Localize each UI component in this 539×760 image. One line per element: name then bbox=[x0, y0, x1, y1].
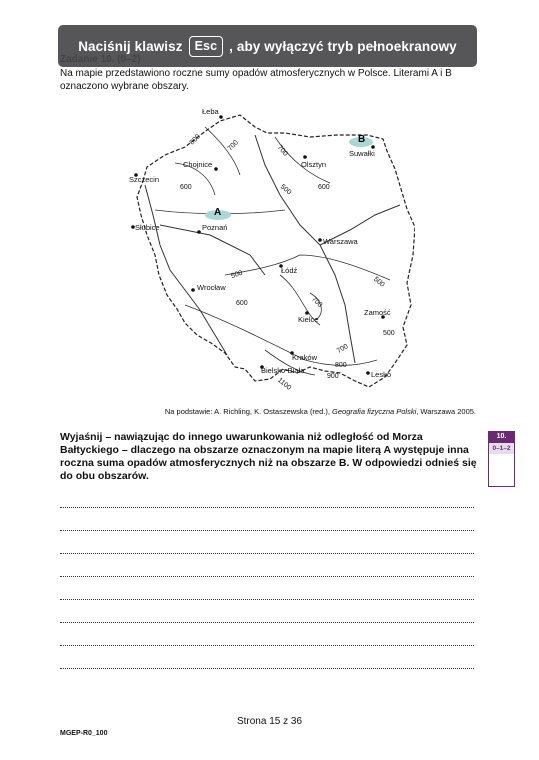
city-label: Kielce bbox=[298, 315, 319, 324]
city-dot bbox=[191, 288, 195, 292]
city-label: Słubice bbox=[135, 223, 160, 232]
task-description: Na mapie przedstawiono roczne sumy opadów atmosferycznych w Polsce. Literami A i B oznaczono wybrane obszary. bbox=[60, 68, 452, 92]
city-label: Olsztyn bbox=[301, 160, 327, 169]
precipitation-map bbox=[115, 105, 415, 400]
city-dot bbox=[366, 371, 370, 375]
answer-line[interactable] bbox=[60, 622, 474, 623]
answer-line[interactable] bbox=[60, 668, 474, 669]
esc-key[interactable]: Esc bbox=[189, 36, 224, 57]
isohyet-line bbox=[225, 255, 390, 280]
isohyet-label: 700 bbox=[335, 343, 350, 355]
city-dot bbox=[214, 167, 218, 171]
banner-text-after: , aby wyłączyć tryb pełnoekranowy bbox=[229, 38, 457, 54]
score-field[interactable] bbox=[488, 454, 515, 487]
banner-text-before: Naciśnij klawisz bbox=[78, 38, 183, 54]
isohyet-label: 1100 bbox=[276, 376, 293, 392]
city-dot bbox=[219, 115, 223, 119]
city-label: Szczecin bbox=[129, 175, 160, 184]
city-label: Lesko bbox=[371, 370, 392, 379]
city-dot bbox=[197, 230, 201, 234]
city-label: Bielsko-Biała bbox=[261, 366, 305, 375]
page-number: Strona 15 z 36 bbox=[236, 716, 303, 727]
answer-line[interactable] bbox=[60, 530, 474, 531]
score-task-number: 10. bbox=[488, 431, 515, 443]
exam-code: MGEP-R0_100 bbox=[60, 730, 108, 737]
city-label: Łódź bbox=[281, 266, 298, 275]
fullscreen-exit-banner bbox=[58, 25, 477, 67]
city-label: Poznań bbox=[202, 223, 228, 232]
source-suffix: , Warszawa 2005. bbox=[416, 407, 476, 416]
isohyet-label: 500 bbox=[278, 183, 293, 197]
city-label: Zamość bbox=[364, 308, 391, 317]
map-source bbox=[165, 407, 476, 416]
isohyet-label: 900 bbox=[327, 373, 339, 380]
river-warta bbox=[160, 225, 265, 275]
city-dot bbox=[318, 238, 322, 242]
answer-line[interactable] bbox=[60, 507, 474, 508]
score-points: 0–1–2 bbox=[488, 443, 515, 454]
answer-line[interactable] bbox=[60, 599, 474, 600]
isohyet-label: 600 bbox=[236, 300, 248, 307]
source-title: Geografia fizyczna Polski bbox=[332, 407, 417, 416]
city-label: Warszawa bbox=[323, 237, 358, 246]
question-text: Wyjaśnij – nawiązując do innego uwarunkowania niż odległość od Morza Bałtyckiego – dlaczego na obszarze oznaczonym na mapie literą A występuje inna roczna suma opadów atmosferycznych niż na obszarze B. W odpowiedzi odnieś się do obu obszarów. bbox=[60, 431, 477, 482]
area-label-a: A bbox=[214, 207, 222, 218]
answer-line[interactable] bbox=[60, 645, 474, 646]
isohyet-label: 700 bbox=[226, 139, 240, 153]
city-label: Suwałki bbox=[349, 149, 375, 158]
isohyet-label: 500 bbox=[230, 269, 244, 281]
isohyet-label: 700 bbox=[275, 144, 289, 158]
answer-line[interactable] bbox=[60, 553, 474, 554]
isohyet-label: 500 bbox=[372, 275, 386, 289]
isohyet-line bbox=[185, 305, 377, 365]
city-label: Łeba bbox=[202, 107, 219, 116]
source-prefix: Na podstawie: A. Richling, K. Ostaszewska (red.), bbox=[164, 407, 330, 416]
isohyet-label: 700 bbox=[310, 295, 324, 309]
score-box bbox=[488, 431, 515, 487]
isohyet-label: 800 bbox=[335, 362, 347, 369]
city-dot bbox=[303, 155, 307, 159]
city-label: Wrocław bbox=[197, 283, 226, 292]
isohyet-label: 600 bbox=[318, 184, 330, 191]
city-label: Kraków bbox=[292, 353, 318, 362]
answer-line[interactable] bbox=[60, 576, 474, 577]
isohyet-label: 500 bbox=[383, 330, 395, 337]
isohyet-label: 600 bbox=[180, 184, 192, 191]
city-label: Chojnice bbox=[183, 160, 213, 169]
isohyet-label: 800 bbox=[188, 133, 202, 147]
area-label-b: B bbox=[358, 134, 366, 145]
